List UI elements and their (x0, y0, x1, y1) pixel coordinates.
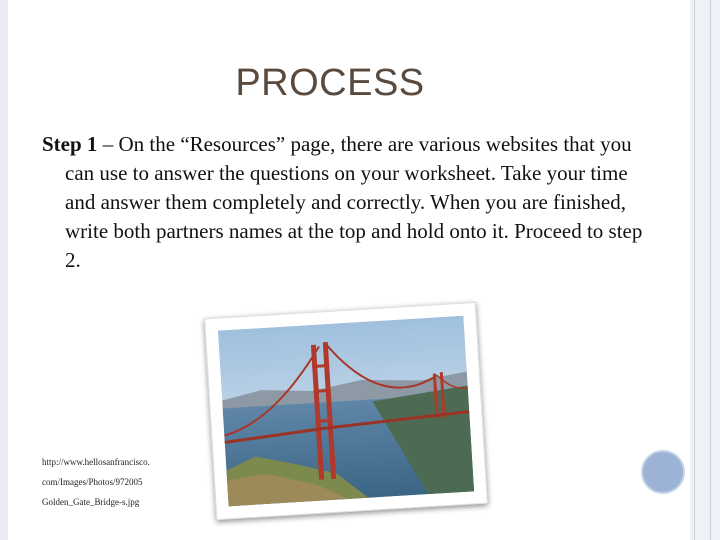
image-source-caption (42, 452, 150, 512)
step-paragraph (42, 130, 645, 275)
step-label: Step 1 (42, 132, 98, 156)
caption-line: Golden_Gate_Bridge-s.jpg (42, 497, 140, 507)
slide-title: PROCESS (235, 62, 425, 104)
decorative-circle (641, 450, 685, 494)
caption-line: http://www.hellosanfrancisco. (42, 457, 150, 467)
frame-line (694, 0, 695, 540)
frame-line (710, 0, 711, 540)
caption-line: com/Images/Photos/972005 (42, 477, 143, 487)
golden-gate-bridge-photo (218, 316, 474, 507)
step-text: – On the “Resources” page, there are various websites that you can use to answer the questions on your worksheet. Take your time and answer them completely and correctly. When you are finished, write both partners names at the top and hold onto it. Proceed to step 2. (65, 132, 643, 272)
bridge-photo-frame (204, 302, 488, 520)
